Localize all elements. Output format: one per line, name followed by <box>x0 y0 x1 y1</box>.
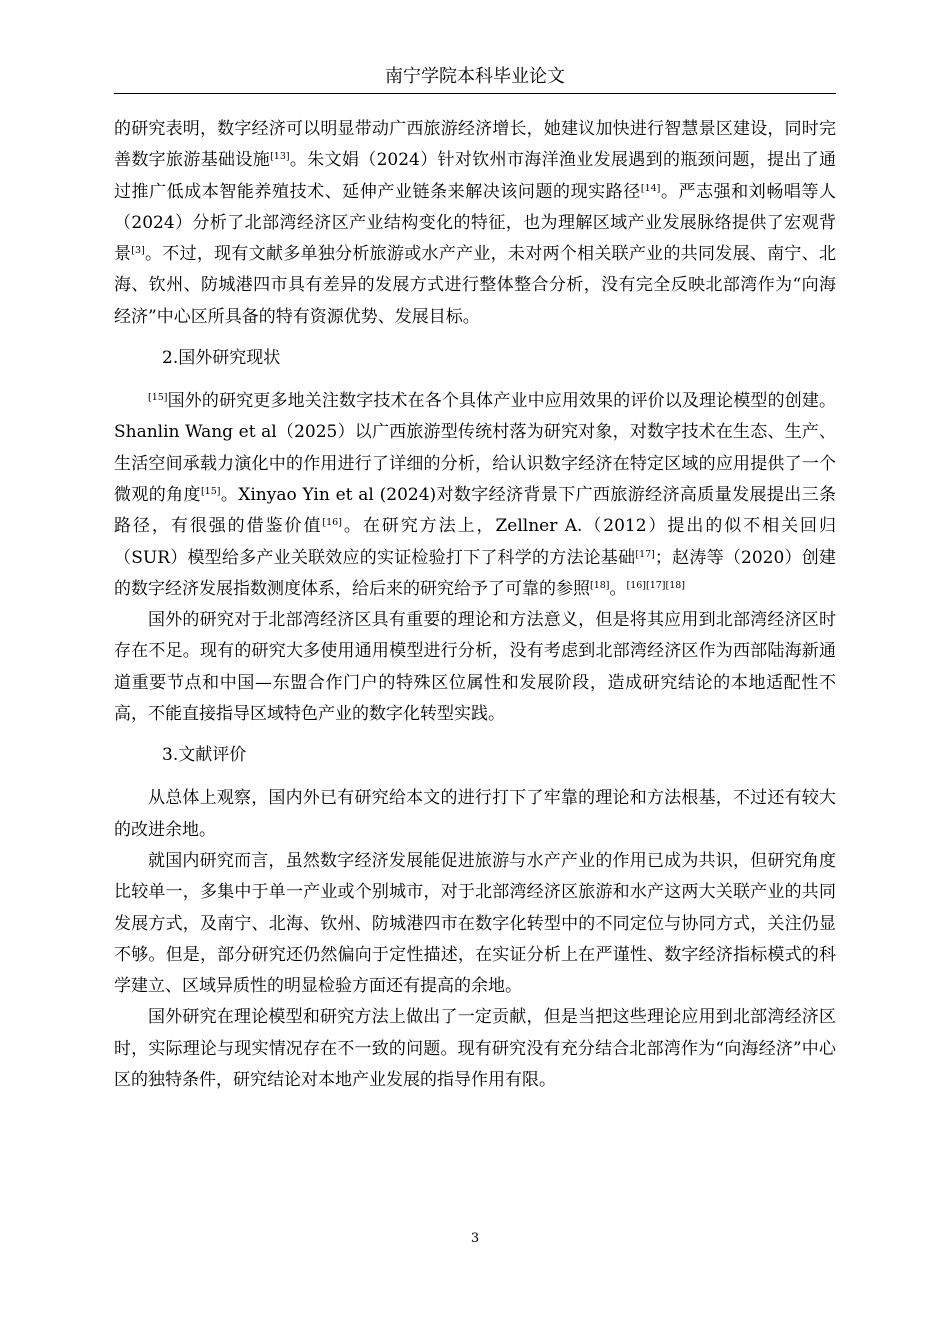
text-run: 国外的研究更多地关注数字技术在各个具体产业中应用效果的评价以及理论模型的创建。Shanlin Wang et al（2025）以广西旅游型传统村落为研究对象，对数字技术在生态、生产、生活空间承载力演化中的作用进行了详细的分析，给认识数字经济在特定区域的应用提供了一个微观的角度 <box>114 391 836 505</box>
citation: [15] <box>200 485 221 497</box>
text-run: 。 <box>609 578 627 599</box>
paragraph-domestic-evaluation: 就国内研究而言，虽然数字经济发展能促进旅游与水产产业的作用已成为共识，但研究角度比较单一，多集中于单一产业或个别城市，对于北部湾经济区旅游和水产这两大关联产业的共同发展方式，及南宁、北海、钦州、防城港四市在数字化转型中的不同定位与协同方式，关注仍显不够。但是，部分研究还仍然偏向于定性描述，在实证分析上在严谨性、数字经济指标模式的科学建立、区域异质性的明显检验方面还有提高的余地。 <box>114 850 836 997</box>
citation: [3] <box>131 245 145 257</box>
citation: [15] <box>148 392 168 404</box>
paragraph-foreign-evaluation: 国外研究在理论模型和研究方法上做出了一定贡献，但是当把这些理论应用到北部湾经济区时，实际理论与现实情况存在不一致的问题。现有研究没有充分结合北部湾作为“向海经济”中心区的独特条件，研究结论对本地产业发展的指导作用有限。 <box>114 1007 836 1091</box>
page-header: 南宁学院本科毕业论文 <box>385 66 565 87</box>
text-run: 。在研究方法上，Zellner A.（2012）提出的似不相关回归（SUR）模型给多产业关联效应的实证检验打下了科学的方法论基础 <box>114 516 837 568</box>
body-text <box>114 114 836 1096</box>
header-divider <box>114 93 836 94</box>
citation: [17] <box>635 548 655 560</box>
paragraph-foreign-limitations: 国外的研究对于北部湾经济区具有重要的理论和方法意义，但是将其应用到北部湾经济区时存在不足。现有的研究大多使用通用模型进行分析，没有考虑到北部湾经济区作为西部陆海新通道重要节点和中国—东盟合作门户的特殊区位属性和发展阶段，造成研究结论的本地适配性不高，不能直接指导区域特色产业的数字化转型实践。 <box>114 610 836 725</box>
section-heading-literature-review: 3.文献评价 <box>162 745 247 766</box>
text-run: 。不过，现有文献多单独分析旅游或水产产业，未对两个相关联产业的共同发展、南宁、北海、钦州、防城港四市具有差异的发展方式进行整体整合分析，没有完全反映北部湾作为“向海经济”中心区所具备的特有资源优势、发展目标。 <box>114 244 836 327</box>
page-number: 3 <box>470 1231 480 1246</box>
paragraph-overall-observation: 从总体上观察，国内外已有研究给本文的进行打下了牢靠的理论和方法根基，不过还有较大的改进余地。 <box>114 788 836 840</box>
paragraph-foreign-research <box>114 386 836 605</box>
citation: [14] <box>640 182 661 194</box>
citation: [16][17][18] <box>626 579 686 591</box>
text-run: 。Xinyao Yin et al (2024)对数字经济背景下广西旅游经济高质量发展提出三条路径，有很强的借鉴价值 <box>114 484 837 537</box>
text-run: 的研究表明，数字经济可以明显带动广西旅游经济增长，她建议加快进行智慧景区建设，同时完善数字旅游基础设施 <box>114 119 836 171</box>
text-run: 。朱文娟（2024）针对钦州市海洋渔业发展遇到的瓶颈问题，提出了通过推广低成本智能养殖技术、延伸产业链条来解决该问题的现实路径 <box>114 150 837 202</box>
citation: [16] <box>322 517 342 529</box>
text-run: 。严志强和刘畅唱等人（2024）分析了北部湾经济区产业结构变化的特征，也为理解区域产业发展脉络提供了宏观背景 <box>114 181 837 265</box>
section-heading-foreign-research: 2.国外研究现状 <box>162 348 281 369</box>
citation: [13] <box>270 151 290 163</box>
text-run: ；赵涛等（2020）创建的数字经济发展指数测度体系，给后来的研究给予了可靠的参照 <box>114 547 836 599</box>
citation: [18] <box>590 579 610 591</box>
paragraph-domestic-review-end <box>114 114 836 333</box>
